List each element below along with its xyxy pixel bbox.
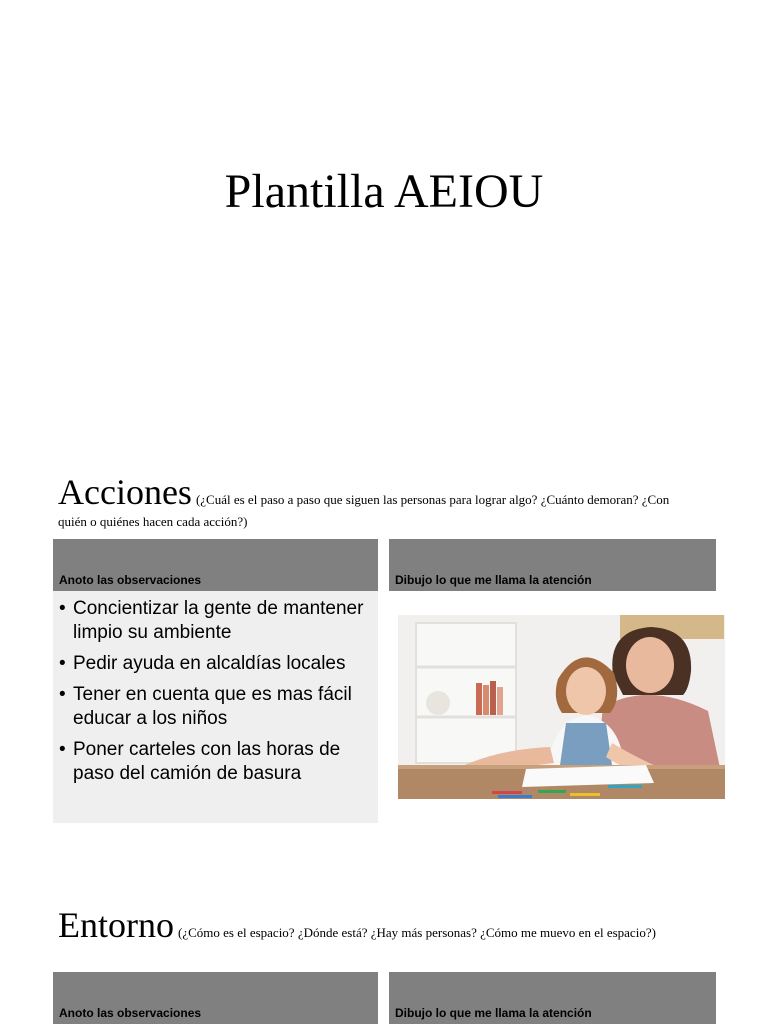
entorno-heading: Entorno bbox=[58, 905, 174, 945]
entorno-heading-block bbox=[58, 905, 698, 945]
acciones-heading: Acciones bbox=[58, 472, 192, 512]
entorno-observations-bar: Anoto las observaciones bbox=[53, 972, 378, 1024]
list-item: • Tener en cuenta que es mas fácil educar a los niños bbox=[59, 683, 370, 731]
list-item: • Concientizar la gente de mantener limpio su ambiente bbox=[59, 597, 370, 645]
list-item: • Pedir ayuda en alcaldías locales bbox=[59, 652, 370, 676]
acciones-drawing-bar: Dibujo lo que me llama la atención bbox=[389, 539, 716, 591]
acciones-question: (¿Cuál es el paso a paso que siguen las personas para lograr algo? ¿Cuánto demoran? ¿Con quién o quiénes hacen cada acción?) bbox=[58, 492, 670, 529]
page-title: Plantilla AEIOU bbox=[224, 165, 544, 218]
list-item: • Poner carteles con las horas de paso del camión de basura bbox=[59, 738, 370, 786]
observations-list bbox=[59, 597, 370, 786]
entorno-drawing-bar: Dibujo lo que me llama la atención bbox=[389, 972, 716, 1024]
acciones-observations-bar: Anoto las observaciones bbox=[53, 539, 378, 591]
acciones-heading-block bbox=[58, 472, 698, 532]
entorno-question: (¿Cómo es el espacio? ¿Dónde está? ¿Hay más personas? ¿Cómo me muevo en el espacio?) bbox=[177, 925, 656, 940]
acciones-observations-box bbox=[53, 591, 378, 823]
mother-daughter-drawing-photo bbox=[398, 615, 725, 799]
